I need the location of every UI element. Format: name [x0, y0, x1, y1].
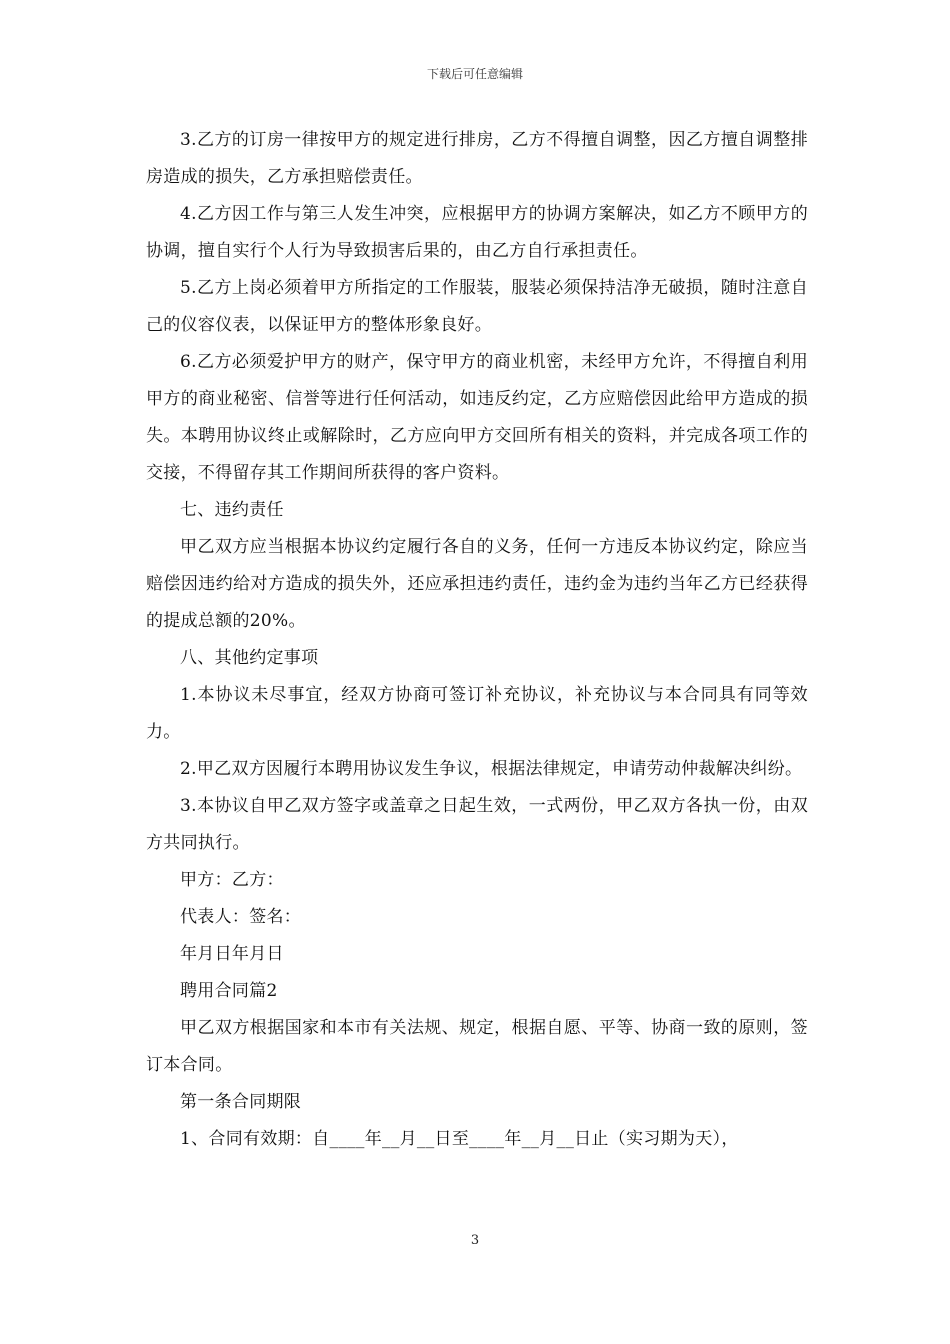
paragraph-other-3: 3.本协议自甲乙双方签字或盖章之日起生效，一式两份，甲乙双方各执一份，由双方共同执行。	[146, 796, 808, 853]
paragraph-contract-term: 1、合同有效期：自____年__月__日至____年__月__日止（实习期为天），	[180, 1129, 739, 1149]
paragraph-preamble: 甲乙双方根据国家和本市有关法规、规定，根据自愿、平等、协商一致的原则，签订本合同。	[146, 1018, 808, 1075]
paragraph-other-1: 1.本协议未尽事宜，经双方协商可签订补充协议，补充协议与本合同具有同等效力。	[146, 685, 808, 742]
section-heading-other-terms: 八、其他约定事项	[180, 648, 319, 668]
section-heading-breach: 七、违约责任	[180, 500, 284, 520]
page-number: 3	[470, 1233, 480, 1248]
page-header: 下载后可任意编辑	[426, 67, 523, 81]
paragraph-breach-liability: 甲乙双方应当根据本协议约定履行各自的义务，任何一方违反本协议约定，除应当赔偿因违约给对方造成的损失外，还应承担违约责任，违约金为违约当年乙方已经获得的提成总额的20%。	[146, 537, 808, 631]
paragraph-other-2: 2.甲乙双方因履行本聘用协议发生争议，根据法律规定，申请劳动仲裁解决纠纷。	[180, 759, 803, 779]
document-body	[146, 122, 808, 1158]
signature-date-line: 年月日年月日	[180, 944, 284, 964]
contract-title-2: 聘用合同篇2	[180, 981, 278, 1001]
paragraph-clause-3: 3.乙方的订房一律按甲方的规定进行排房，乙方不得擅自调整，因乙方擅自调整排房造成的损失，乙方承担赔偿责任。	[146, 130, 808, 187]
signature-party-line: 甲方：乙方：	[180, 870, 284, 890]
paragraph-clause-6: 6.乙方必须爱护甲方的财产，保守甲方的商业机密，未经甲方允许，不得擅自利用甲方的商业秘密、信誉等进行任何活动，如违反约定，乙方应赔偿因此给甲方造成的损失。本聘用协议终止或解除时，乙方应向甲方交回所有相关的资料，并完成各项工作的交接，不得留存其工作期间所获得的客户资料。	[146, 352, 808, 483]
article-1-heading: 第一条合同期限	[180, 1092, 302, 1112]
paragraph-clause-4: 4.乙方因工作与第三人发生冲突，应根据甲方的协调方案解决，如乙方不顾甲方的协调，擅自实行个人行为导致损害后果的，由乙方自行承担责任。	[146, 204, 808, 261]
paragraph-clause-5: 5.乙方上岗必须着甲方所指定的工作服装，服装必须保持洁净无破损，随时注意自己的仪容仪表，以保证甲方的整体形象良好。	[146, 278, 808, 335]
signature-representative-line: 代表人：签名：	[180, 907, 302, 927]
